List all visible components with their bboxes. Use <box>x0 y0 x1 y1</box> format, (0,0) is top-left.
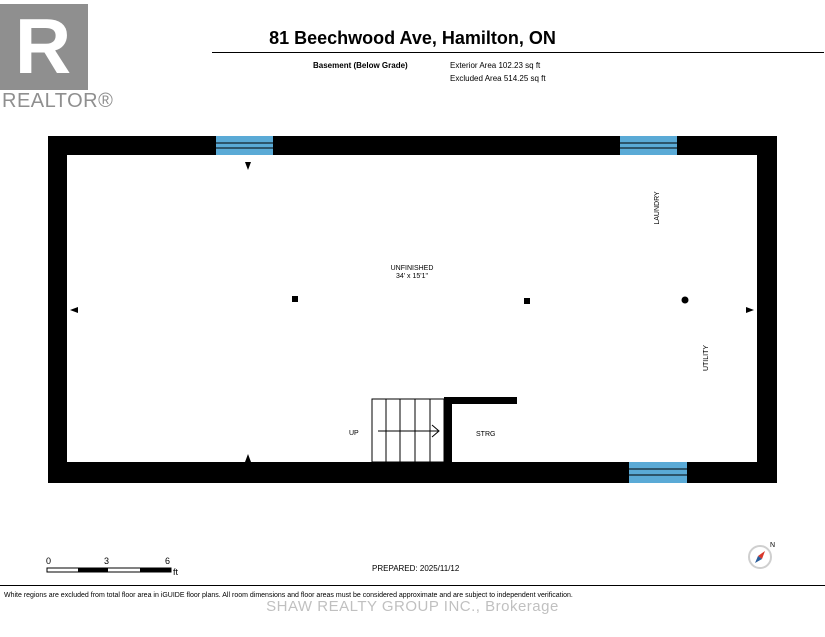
scale-label: 6 <box>165 556 171 566</box>
floor-label: Basement (Below Grade) <box>313 61 408 70</box>
room-dimensions: 34' x 15'1" <box>395 273 429 280</box>
compass-north-letter: N <box>770 542 776 549</box>
room-name-unfinished: UNFINISHED <box>390 265 434 272</box>
support-post <box>292 296 298 302</box>
compass-icon <box>749 542 775 568</box>
exterior-area: Exterior Area 102.23 sq ft <box>450 61 541 70</box>
realtor-wordmark: REALTOR® <box>2 90 114 112</box>
window-bottom <box>629 462 687 483</box>
footer-divider <box>0 585 825 586</box>
property-address: 81 Beechwood Ave, Hamilton, ON <box>269 28 556 48</box>
scale-unit: ft <box>173 567 179 577</box>
scale-label: 3 <box>104 556 110 566</box>
scale-label: 0 <box>46 556 52 566</box>
realtor-logo-letter: R <box>14 2 72 90</box>
scale-bar <box>47 568 171 572</box>
window-top-left <box>216 136 273 155</box>
room-label-utility: UTILITY <box>703 344 710 372</box>
room-label-laundry: LAUNDRY <box>654 191 661 225</box>
window-top-right <box>620 136 677 155</box>
drain-marker <box>682 297 689 304</box>
support-post <box>524 298 530 304</box>
room-label-storage: STRG <box>476 431 496 438</box>
brokerage-watermark: SHAW REALTY GROUP INC., Brokerage <box>266 598 559 615</box>
prepared-date: PREPARED: 2025/11/12 <box>372 564 460 573</box>
disclaimer-text: White regions are excluded from total floor area in iGUIDE floor plans. All room dimensions and floor areas must be considered approximate and are subject to independent verification. <box>4 592 573 599</box>
excluded-area: Excluded Area 514.25 sq ft <box>450 74 546 83</box>
stairs-label: UP <box>349 430 359 437</box>
